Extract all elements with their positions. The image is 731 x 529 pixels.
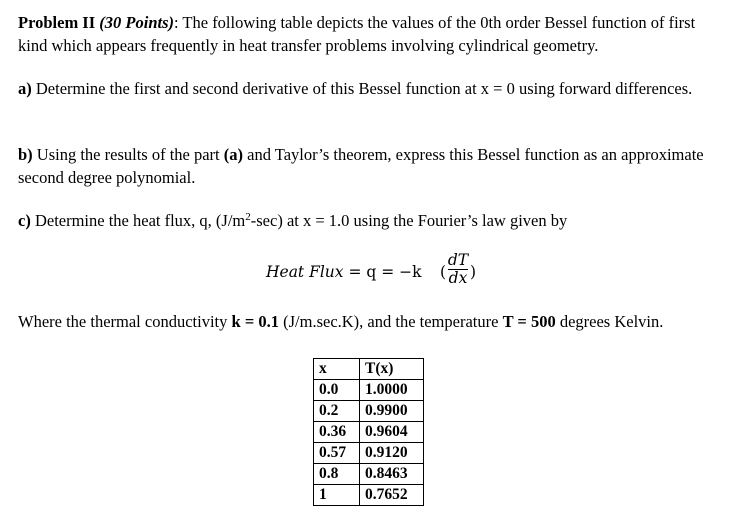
where-text-3: degrees Kelvin. (555, 312, 664, 331)
part-b (18, 143, 718, 189)
problem-intro-text: : The following table depicts the values of the 0th order Bessel function of first kind which appears frequently in heat transfer problems involving cylindrical geometry. (18, 13, 696, 55)
table-row (314, 401, 424, 422)
table-header-row (314, 359, 424, 380)
part-a (18, 77, 718, 100)
part-c-exponent: 2 (245, 211, 251, 223)
formula-denominator: dx (448, 269, 468, 287)
conductivity-value: k = 0.1 (231, 312, 279, 331)
table-row (314, 464, 424, 485)
problem-label: Problem II (18, 13, 96, 32)
table-cell-x: 0.2 (314, 401, 360, 422)
formula-lhs: Heat Flux (266, 263, 344, 281)
table-cell-tx: 0.9120 (360, 443, 424, 464)
formula-paren-open: ( (440, 263, 447, 281)
where-text-2: (J/m.sec.K), and the temperature (278, 312, 503, 331)
part-c-text-1: Determine the heat flux, q, (J/m (30, 211, 246, 230)
where-text (18, 310, 718, 333)
problem-points: (30 Points) (99, 13, 174, 32)
table-cell-x: 0.0 (314, 380, 360, 401)
table-row (314, 443, 424, 464)
table-cell-x: 1 (314, 485, 360, 506)
table-row (314, 485, 424, 506)
formula-fraction (447, 252, 469, 287)
part-b-label: b) (18, 145, 33, 164)
table-header-tx: T(x) (360, 359, 424, 380)
part-b-text-1: Using the results of the part (32, 145, 224, 164)
table-row (314, 422, 424, 443)
table-cell-tx: 0.9604 (360, 422, 424, 443)
bessel-table (313, 358, 424, 506)
formula-paren-close: ) (470, 263, 477, 281)
table-cell-tx: 0.9900 (360, 401, 424, 422)
table-cell-x: 0.8 (314, 464, 360, 485)
part-a-text: Determine the first and second derivative of this Bessel function at x = 0 using forward differences. (31, 79, 693, 98)
table-cell-x: 0.57 (314, 443, 360, 464)
formula-numerator: dT (447, 251, 469, 269)
table-cell-tx: 1.0000 (360, 380, 424, 401)
part-a-label: a) (18, 79, 32, 98)
table-cell-tx: 0.7652 (360, 485, 424, 506)
part-b-text-2: and Taylor’s theorem, express this Bessel function as an approximate second degree polynomial. (18, 145, 704, 187)
formula-rhs: = q = −k (343, 263, 422, 281)
table-cell-tx: 0.8463 (360, 464, 424, 485)
table-row (314, 380, 424, 401)
part-c (18, 209, 718, 232)
part-b-ref: (a) (223, 145, 244, 164)
problem-intro (18, 11, 718, 57)
part-c-label: c) (18, 211, 31, 230)
where-text-1: Where the thermal conductivity (18, 312, 232, 331)
temperature-value: T = 500 (502, 312, 556, 331)
table-header-x: x (314, 359, 360, 380)
table-cell-x: 0.36 (314, 422, 360, 443)
part-c-text-2: -sec) at x = 1.0 using the Fourier’s law given by (250, 211, 568, 230)
